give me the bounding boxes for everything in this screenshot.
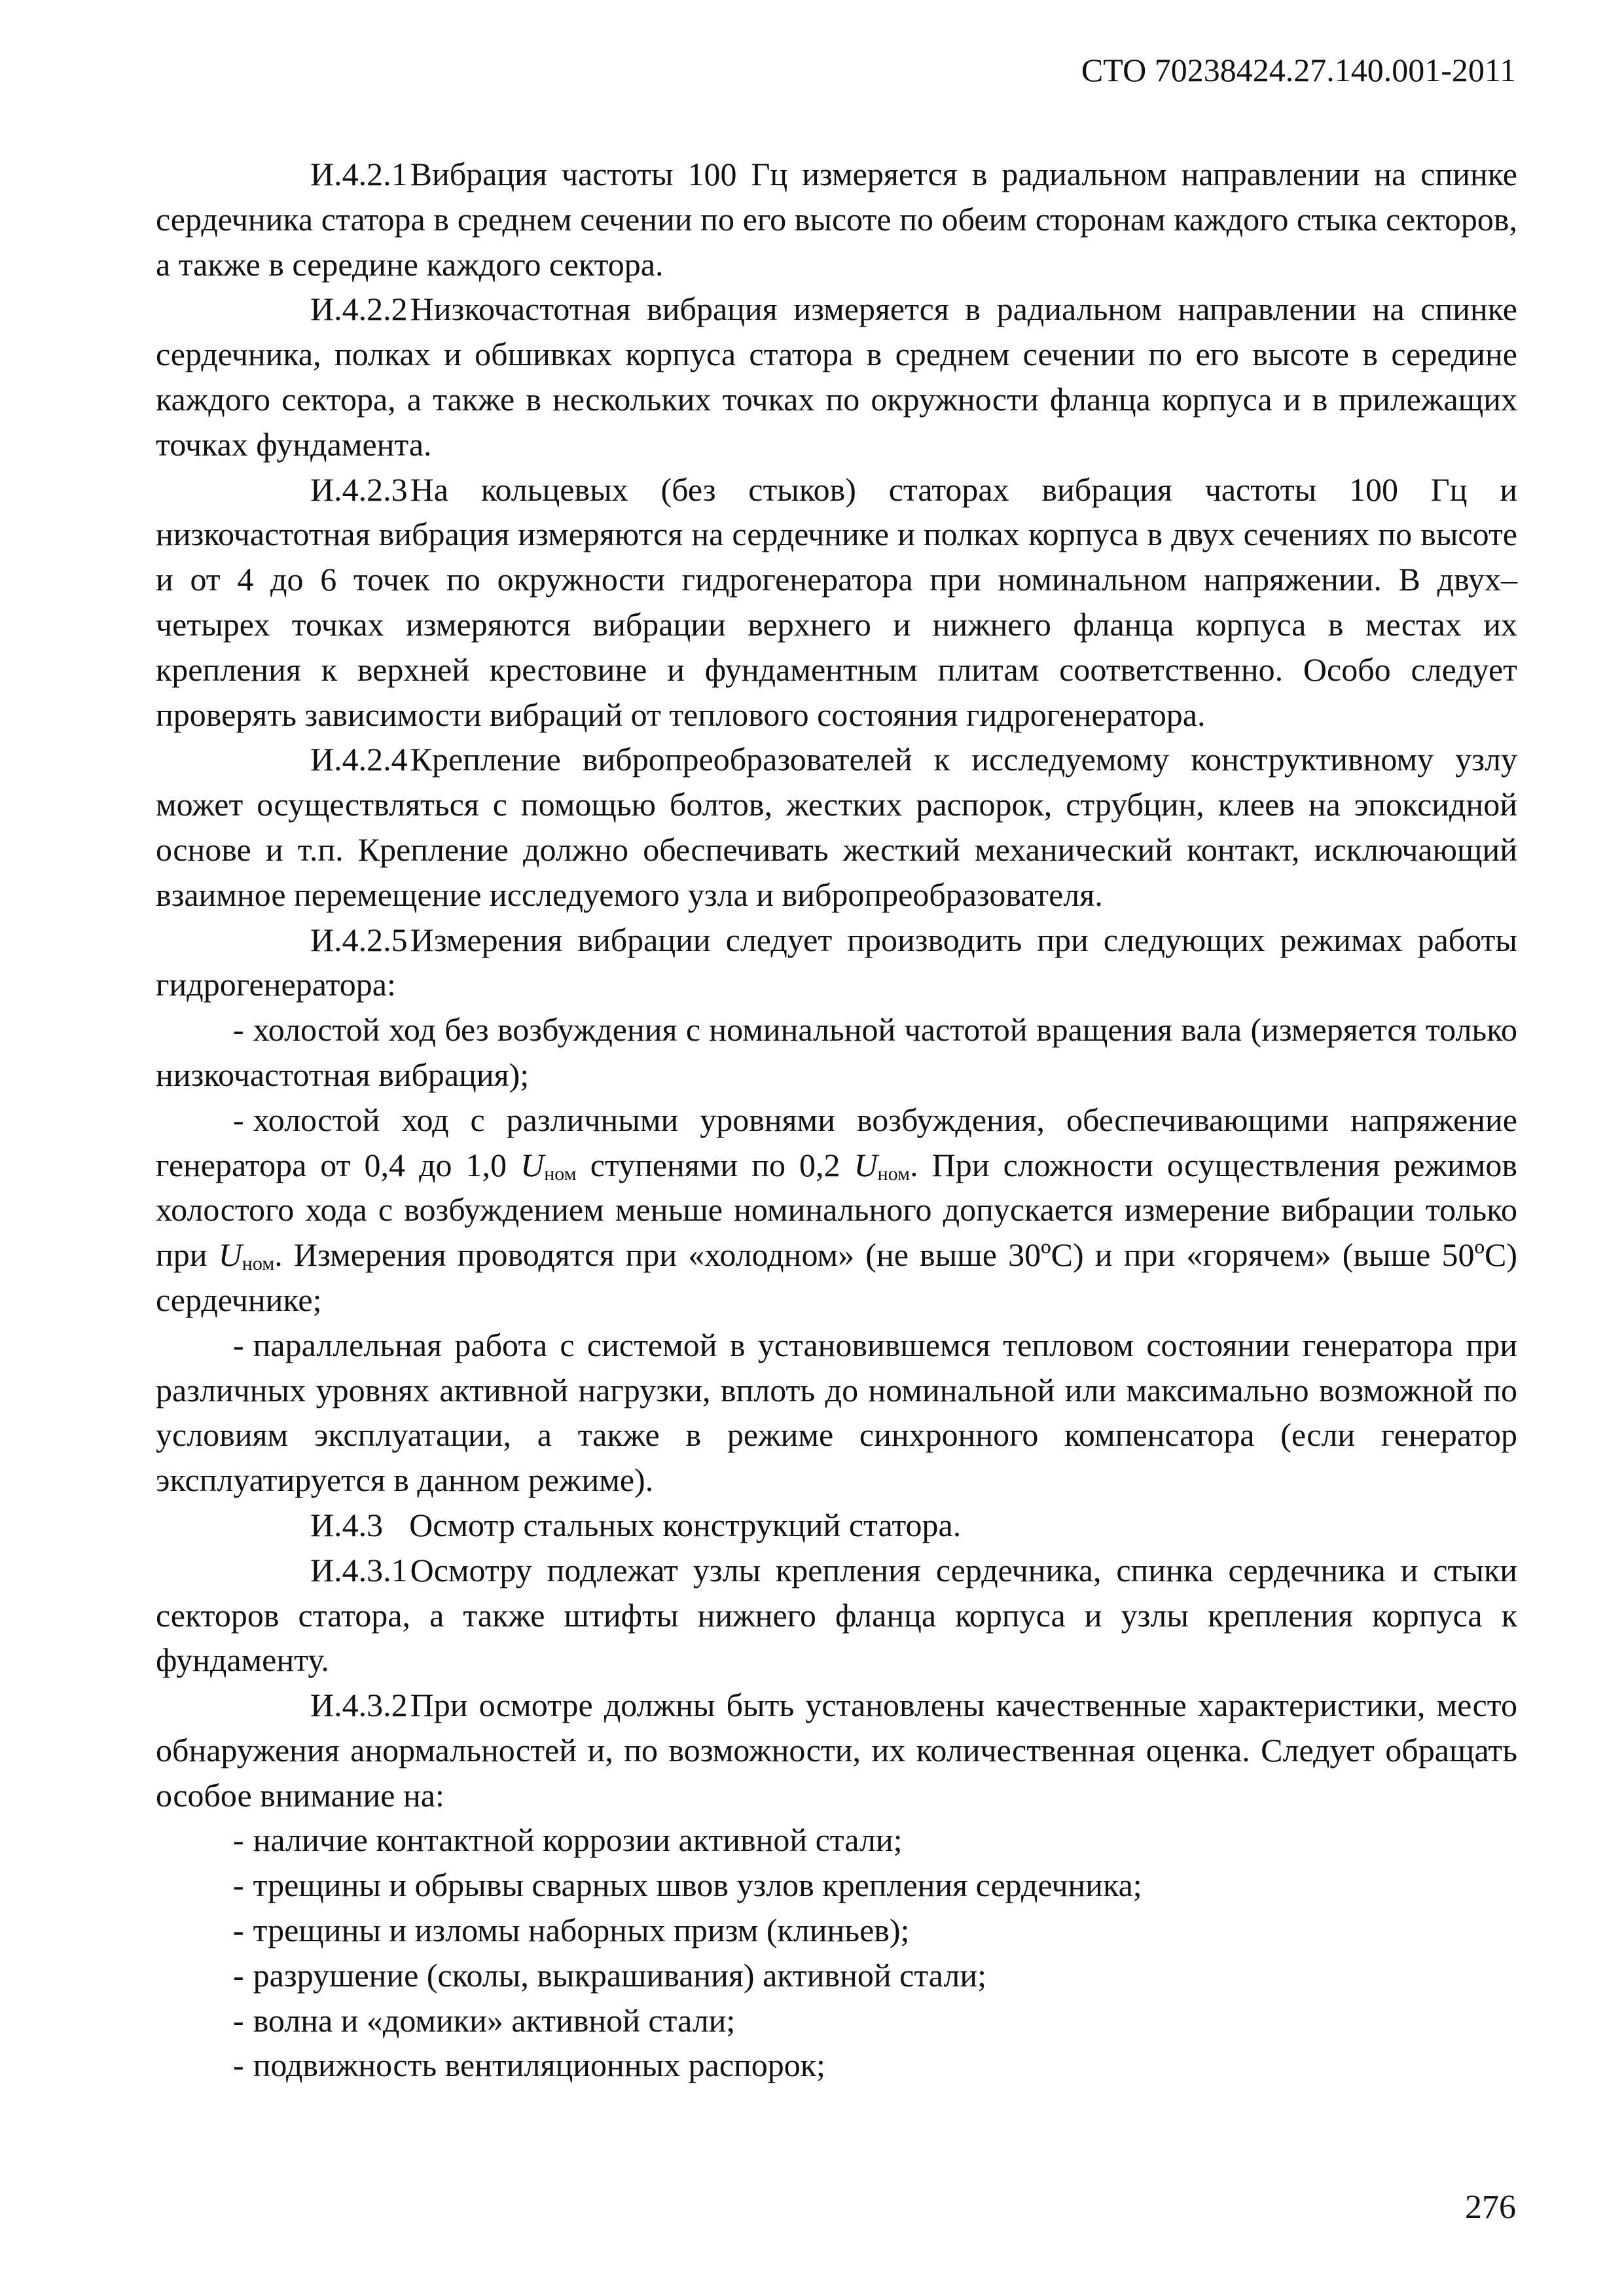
voltage-symbol: U xyxy=(854,1146,878,1183)
section-title: Осмотр стальных конструкций статора. xyxy=(409,1506,962,1543)
list-item-text: подвижность вентиляционных распорок; xyxy=(253,2047,825,2084)
list-dash: - xyxy=(233,1912,244,1949)
clause-number: И.4.2.1 xyxy=(310,156,408,192)
paragraph-text: Измерения вибрации следует производить при следующих режимах работы гидрогенератора: xyxy=(156,921,1517,1003)
paragraph-text: На кольцевых (без стыков) статорах вибрация частоты 100 Гц и низкочастотная вибрация измеряются на сердечнике и полках корпуса в двух сечениях по высоте и от 4 до 6 точек по окружности гидрогенератора при номинальном напряжении. В двух–четырех точках измеряются вибрации верхнего и нижнего фланца корпуса в местах их крепления к верхней крестовине и фундаментным плитам соответственно. Особо следует проверять зависимости вибраций от теплового состояния гидрогенератора. xyxy=(156,471,1517,733)
paragraph-text: Осмотру подлежат узлы крепления сердечника, спинка сердечника и стыки секторов статора, а также штифты нижнего фланца корпуса и узлы крепления корпуса к фундаменту. xyxy=(156,1551,1517,1679)
voltage-subscript: ном xyxy=(242,1253,275,1275)
clause-number: И.4.3.1 xyxy=(310,1551,408,1588)
list-item-text: ступенями по 0,2 xyxy=(576,1146,854,1183)
document-code-header: СТО 70238424.27.140.001-2011 xyxy=(1081,52,1516,88)
paragraph-i-4-2-4 xyxy=(156,737,1517,917)
paragraph-text: Вибрация частоты 100 Гц измеряется в радиальном направлении на спинке сердечника статора в среднем сечении по его высоте по обеим сторонам каждого стыка секторов, а также в середине каждого сектора. xyxy=(156,156,1517,283)
list-dash: - xyxy=(233,1956,244,1994)
list-dash: - xyxy=(233,2047,244,2084)
paragraph-text: Крепление вибропреобразователей к исследуемому конструктивному узлу может осуществляться с помощью болтов, жестких распорок, струбцин, клеев на эпоксидной основе и т.п. Крепление должно обеспечивать жесткий механический контакт, исключающий взаимное перемещение исследуемого узла и вибропреобразователя. xyxy=(156,741,1517,913)
mode-list-item xyxy=(156,1007,1517,1098)
list-item-text: трещины и обрывы сварных швов узлов крепления сердечника; xyxy=(253,1867,1142,1904)
list-item-text: параллельная работа с системой в установившемся тепловом состоянии генератора при различных уровнях активной нагрузки, вплоть до номинальной или максимально возможной по условиям эксплуатации, а также в режиме синхронного компенсатора (если генератор эксплуатируется в данном режиме). xyxy=(156,1326,1517,1499)
list-item-text: наличие контактной коррозии активной стали; xyxy=(253,1821,903,1859)
list-item-text: волна и «домики» активной стали; xyxy=(253,2001,736,2039)
paragraph-i-4-2-1 xyxy=(156,152,1517,287)
list-dash: - xyxy=(233,1821,244,1859)
list-item-text: холостой ход с различными уровнями возбуждения, обеспечивающими напряжение генератора от 0,4 до 1,0 xyxy=(156,1101,1517,1183)
clause-number: И.4.2.2 xyxy=(310,291,408,328)
check-list-item xyxy=(156,1908,1517,1953)
paragraph-i-4-3-1 xyxy=(156,1548,1517,1683)
list-item-text: . Измерения проводятся при «холодном» (не выше 30ºС) и при «горячем» (выше 50ºС) сердечнике; xyxy=(156,1236,1518,1318)
list-dash: - xyxy=(233,1867,244,1904)
paragraph-i-4-2-2 xyxy=(156,287,1517,467)
list-dash: - xyxy=(233,1326,244,1363)
clause-number: И.4.2.4 xyxy=(310,741,408,778)
clause-number: И.4.3.2 xyxy=(310,1687,408,1724)
list-item-text: . При сложности осуществления режимов холостого хода с возбуждением меньше номинального допускается измерение вибрации только при xyxy=(156,1146,1518,1274)
list-dash: - xyxy=(233,1101,244,1138)
check-list-item xyxy=(156,1863,1517,1908)
document-body xyxy=(156,152,1517,2088)
clause-number: И.4.2.5 xyxy=(310,921,408,958)
clause-number: И.4.2.3 xyxy=(310,471,408,508)
list-item-text: трещины и изломы наборных призм (клиньев); xyxy=(253,1912,910,1949)
check-list-item xyxy=(156,2043,1517,2088)
check-list-item xyxy=(156,1818,1517,1863)
list-item-text: разрушение (сколы, выкрашивания) активной стали; xyxy=(253,1956,987,1994)
voltage-subscript: ном xyxy=(544,1162,577,1185)
paragraph-i-4-2-5 xyxy=(156,918,1517,1008)
voltage-subscript: ном xyxy=(877,1162,911,1185)
mode-list-item xyxy=(156,1323,1517,1503)
mode-list-item xyxy=(156,1098,1517,1323)
clause-number: И.4.3 xyxy=(310,1506,384,1543)
voltage-symbol: U xyxy=(520,1146,545,1183)
voltage-symbol: U xyxy=(218,1236,242,1274)
paragraph-text: При осмотре должны быть установлены качественные характеристики, место обнаружения анормальностей и, по возможности, их количественная оценка. Следует обращать особое внимание на: xyxy=(156,1687,1517,1814)
check-list-item xyxy=(156,1998,1517,2043)
paragraph-i-4-3-2 xyxy=(156,1683,1517,1818)
list-dash: - xyxy=(233,1011,244,1049)
section-i-4-3-heading xyxy=(156,1503,1517,1548)
check-list-item xyxy=(156,1953,1517,1998)
paragraph-text: Низкочастотная вибрация измеряется в радиальном направлении на спинке сердечника, полках и обшивках корпуса статора в среднем сечении по его высоте в середине каждого сектора, а также в нескольких точках по окружности фланца корпуса и в прилежащих точках фундамента. xyxy=(156,291,1517,463)
list-item-text: холостой ход без возбуждения с номинальной частотой вращения вала (измеряется только низкочастотная вибрация); xyxy=(156,1011,1517,1093)
page-number: 276 xyxy=(1465,2189,1516,2226)
paragraph-i-4-2-3 xyxy=(156,467,1517,738)
list-dash: - xyxy=(233,2001,244,2039)
